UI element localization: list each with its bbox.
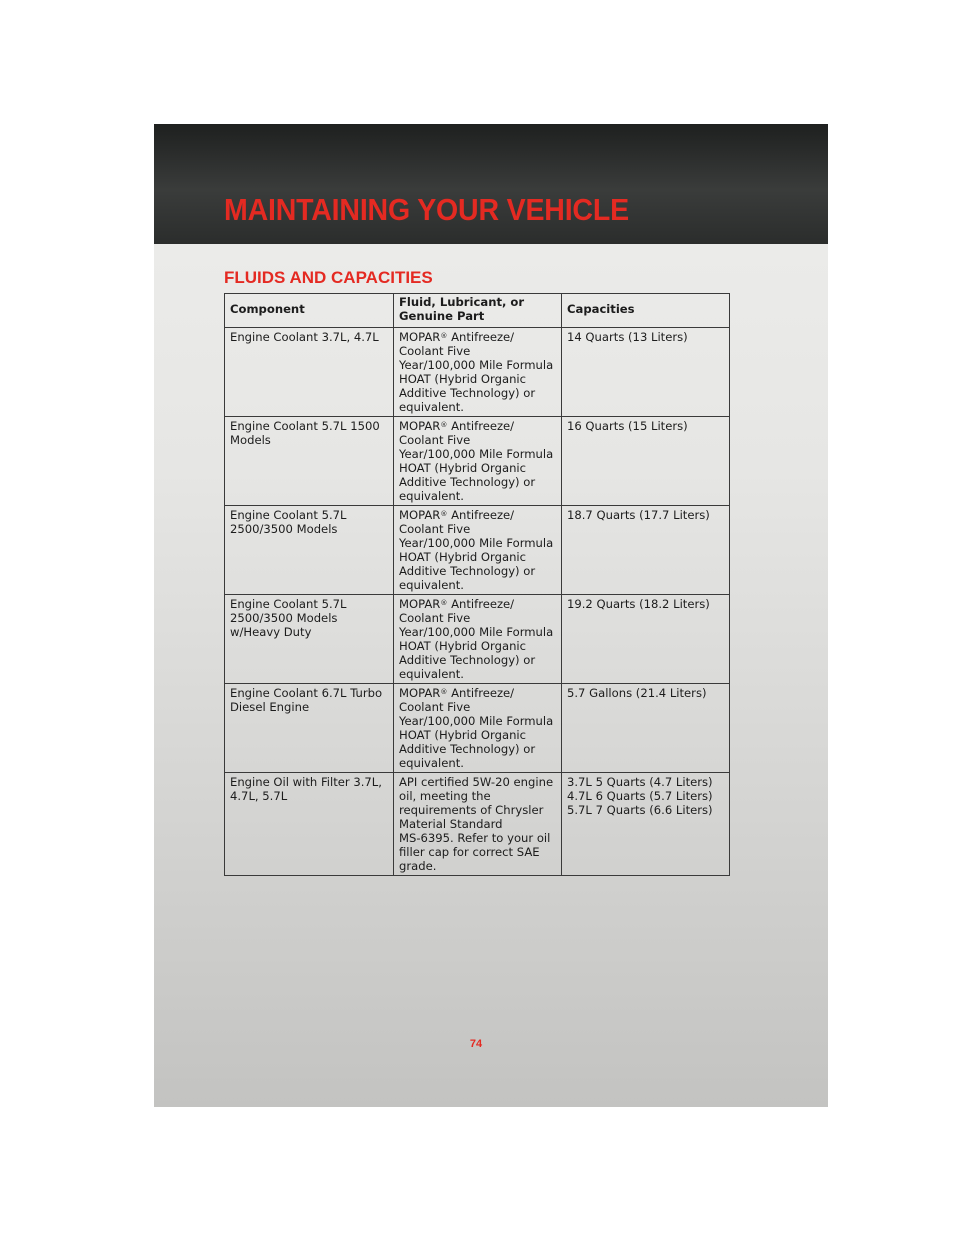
- fluid-cell-line: Coolant Five: [399, 344, 471, 358]
- fluid-cell-line: equivalent.: [399, 489, 464, 503]
- component-cell: [225, 684, 394, 773]
- mopar-brand: MOPAR: [399, 597, 441, 611]
- table-row: [225, 417, 730, 506]
- header-fluid-line: Fluid, Lubricant, or: [399, 295, 525, 309]
- fluid-cell-text: Antifreeze/: [451, 419, 515, 433]
- component-cell-line: Engine Coolant 5.7L: [230, 508, 347, 522]
- component-cell-line: Engine Oil with Filter 3.7L,: [230, 775, 382, 789]
- fluid-cell-text: Antifreeze/: [451, 597, 515, 611]
- fluid-cell-line: Year/100,000 Mile Formula: [399, 714, 554, 728]
- registered-mark: ®: [440, 688, 448, 696]
- fluid-cell-text: Antifreeze/: [451, 686, 515, 700]
- fluid-cell: [394, 506, 562, 595]
- registered-mark: ®: [440, 599, 448, 607]
- capacity-cell-line: 5.7 Gallons (21.4 Liters): [566, 686, 707, 700]
- capacity-cell: [561, 773, 729, 876]
- fluid-cell-text: Antifreeze/: [451, 508, 515, 522]
- fluid-cell-line: Additive Technology) or: [399, 564, 536, 578]
- capacity-cell-line: 16 Quarts (15 Liters): [566, 419, 688, 433]
- table-row: [225, 773, 730, 876]
- fluids-capacities-table: [224, 293, 730, 876]
- fluid-cell-line: Additive Technology) or: [399, 386, 536, 400]
- fluid-cell: [394, 595, 562, 684]
- fluid-cell-line: Year/100,000 Mile Formula: [399, 447, 554, 461]
- fluid-cell-line: HOAT (Hybrid Organic: [399, 639, 527, 653]
- fluid-cell-line: equivalent.: [399, 400, 464, 414]
- table-row: [225, 684, 730, 773]
- registered-mark: ®: [440, 332, 448, 340]
- registered-mark: ®: [440, 421, 448, 429]
- fluid-cell-line: Additive Technology) or: [399, 653, 536, 667]
- fluid-cell: [394, 328, 562, 417]
- fluid-cell-line: Coolant Five: [399, 700, 471, 714]
- fluid-cell-line: [399, 419, 557, 433]
- table-row: [225, 328, 730, 417]
- component-cell-line: Engine Coolant 3.7L, 4.7L: [230, 330, 379, 344]
- fluid-cell-line: equivalent.: [399, 756, 464, 770]
- capacity-cell-line: 18.7 Quarts (17.7 Liters): [566, 508, 710, 522]
- component-cell-line: Engine Coolant 5.7L: [230, 597, 347, 611]
- component-cell-line: 2500/3500 Models: [230, 522, 338, 536]
- capacity-cell-line: 5.7L 7 Quarts (6.6 Liters): [566, 803, 713, 817]
- table-row: [225, 595, 730, 684]
- registered-mark: ®: [440, 510, 448, 518]
- header-fluid: [394, 294, 562, 328]
- table-row: [225, 506, 730, 595]
- header-fluid-line: Genuine Part: [399, 309, 485, 323]
- component-cell: [225, 595, 394, 684]
- fluid-cell-line: Year/100,000 Mile Formula: [399, 625, 554, 639]
- fluid-cell: [394, 417, 562, 506]
- fluid-cell-line: Coolant Five: [399, 611, 471, 625]
- fluid-cell-line: Additive Technology) or: [399, 475, 536, 489]
- fluid-cell-line: Material Standard: [399, 817, 503, 831]
- mopar-brand: MOPAR: [399, 330, 441, 344]
- component-cell-line: Engine Coolant 5.7L 1500: [230, 419, 380, 433]
- fluid-cell-line: MS-6395. Refer to your oil: [399, 831, 551, 845]
- capacity-cell: [561, 506, 729, 595]
- fluid-cell-line: [399, 508, 557, 522]
- component-cell-line: Models: [230, 433, 271, 447]
- capacity-cell-line: 4.7L 6 Quarts (5.7 Liters): [566, 789, 713, 803]
- fluid-cell-line: equivalent.: [399, 578, 464, 592]
- fluid-cell-line: filler cap for correct SAE: [399, 845, 540, 859]
- manual-page: [154, 124, 828, 1107]
- fluid-cell-line: Coolant Five: [399, 433, 471, 447]
- chapter-header-band: [154, 124, 828, 244]
- table-body: [225, 328, 730, 876]
- mopar-brand: MOPAR: [399, 686, 441, 700]
- fluid-cell-line: [399, 597, 557, 611]
- fluid-cell-line: requirements of Chrysler: [399, 803, 544, 817]
- capacity-cell-line: 19.2 Quarts (18.2 Liters): [566, 597, 710, 611]
- component-cell-line: 2500/3500 Models: [230, 611, 338, 625]
- component-cell-line: 4.7L, 5.7L: [230, 789, 288, 803]
- capacity-cell-line: 3.7L 5 Quarts (4.7 Liters): [566, 775, 713, 789]
- component-cell-line: Engine Coolant 6.7L Turbo: [230, 686, 383, 700]
- fluid-cell-line: [399, 330, 557, 344]
- fluid-cell-line: HOAT (Hybrid Organic: [399, 372, 527, 386]
- fluid-cell-line: Year/100,000 Mile Formula: [399, 358, 554, 372]
- capacity-cell-line: 14 Quarts (13 Liters): [566, 330, 688, 344]
- mopar-brand: MOPAR: [399, 419, 441, 433]
- fluid-cell-line: Additive Technology) or: [399, 742, 536, 756]
- header-capacities: Capacities: [561, 294, 729, 328]
- section-title: FLUIDS AND CAPACITIES: [224, 268, 433, 287]
- table-header-row: [225, 294, 730, 328]
- fluid-cell-line: equivalent.: [399, 667, 464, 681]
- capacity-cell: [561, 595, 729, 684]
- fluid-cell-line: API certified 5W-20 engine: [399, 775, 554, 789]
- component-cell: [225, 773, 394, 876]
- fluid-cell: [394, 773, 562, 876]
- fluid-cell-line: Coolant Five: [399, 522, 471, 536]
- component-cell-line: w/Heavy Duty: [230, 625, 312, 639]
- fluid-cell-line: HOAT (Hybrid Organic: [399, 728, 527, 742]
- component-cell-line: Diesel Engine: [230, 700, 310, 714]
- capacity-cell: [561, 328, 729, 417]
- chapter-title: MAINTAINING YOUR VEHICLE: [224, 192, 629, 227]
- header-component: Component: [225, 294, 394, 328]
- fluid-cell: [394, 684, 562, 773]
- fluid-cell-line: Year/100,000 Mile Formula: [399, 536, 554, 550]
- fluid-cell-line: HOAT (Hybrid Organic: [399, 461, 527, 475]
- component-cell: [225, 417, 394, 506]
- mopar-brand: MOPAR: [399, 508, 441, 522]
- component-cell: [225, 506, 394, 595]
- capacity-cell: [561, 417, 729, 506]
- fluid-cell-line: [399, 686, 557, 700]
- fluid-cell-text: Antifreeze/: [451, 330, 515, 344]
- fluid-cell-line: oil, meeting the: [399, 789, 491, 803]
- capacity-cell: [561, 684, 729, 773]
- component-cell: [225, 328, 394, 417]
- page-number: 74: [469, 1038, 483, 1050]
- fluid-cell-line: grade.: [399, 859, 437, 873]
- fluid-cell-line: HOAT (Hybrid Organic: [399, 550, 527, 564]
